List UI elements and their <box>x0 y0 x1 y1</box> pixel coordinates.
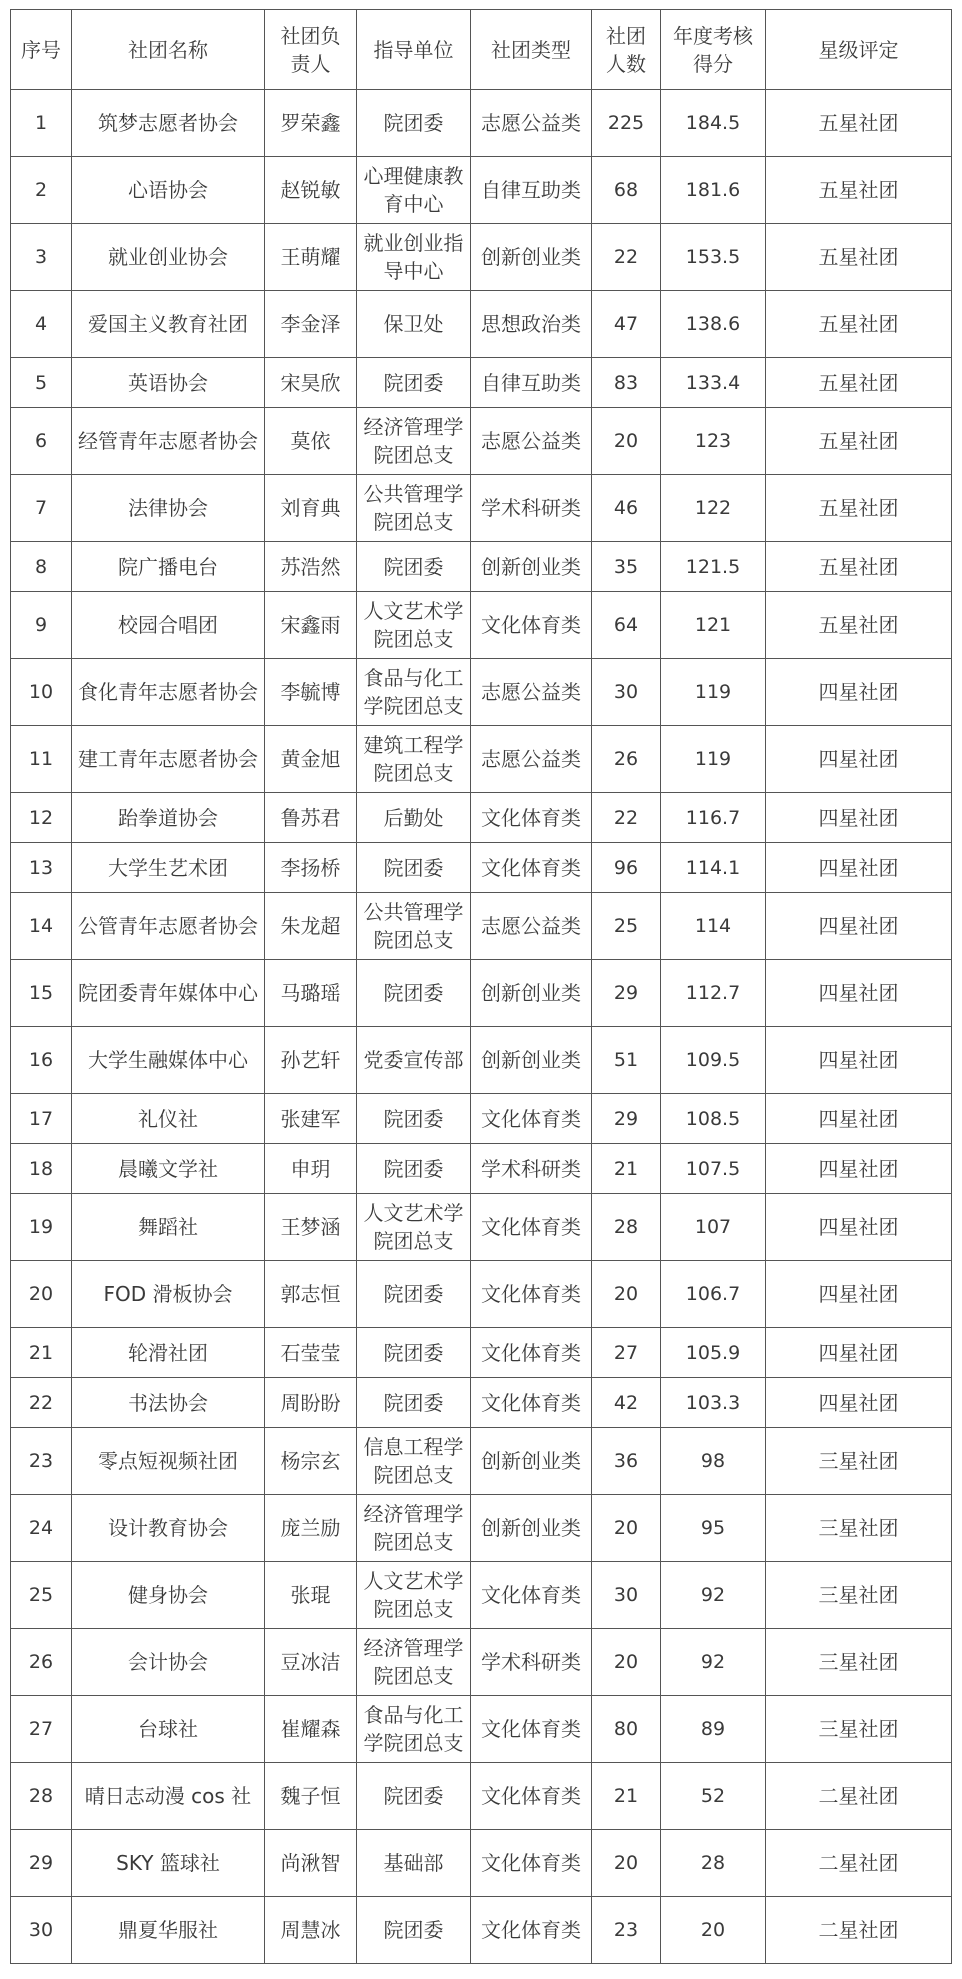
cell-score: 153.5 <box>661 224 766 291</box>
cell-type: 文化体育类 <box>471 592 592 659</box>
cell-members: 29 <box>592 1094 661 1144</box>
table-row <box>11 157 952 224</box>
cell-no: 1 <box>11 90 72 157</box>
cell-unit: 保卫处 <box>357 291 471 358</box>
cell-no: 24 <box>11 1495 72 1562</box>
cell-no: 9 <box>11 592 72 659</box>
cell-no: 19 <box>11 1194 72 1261</box>
header-name: 社团名称 <box>72 10 265 90</box>
cell-name: 校园合唱团 <box>72 592 265 659</box>
cell-name: 轮滑社团 <box>72 1328 265 1378</box>
cell-members: 27 <box>592 1328 661 1378</box>
cell-leader: 王萌耀 <box>265 224 357 291</box>
cell-score: 119 <box>661 659 766 726</box>
table-row <box>11 1830 952 1897</box>
cell-no: 6 <box>11 408 72 475</box>
cell-type: 文化体育类 <box>471 1696 592 1763</box>
cell-name: 心语协会 <box>72 157 265 224</box>
cell-members: 51 <box>592 1027 661 1094</box>
header-score: 年度考核得分 <box>661 10 766 90</box>
cell-leader: 尚湫智 <box>265 1830 357 1897</box>
table-row <box>11 291 952 358</box>
cell-no: 11 <box>11 726 72 793</box>
cell-star: 四星社团 <box>766 1194 952 1261</box>
cell-leader: 魏子恒 <box>265 1763 357 1830</box>
cell-score: 138.6 <box>661 291 766 358</box>
cell-members: 30 <box>592 659 661 726</box>
club-assessment-table <box>10 9 952 1964</box>
cell-star: 五星社团 <box>766 224 952 291</box>
cell-no: 4 <box>11 291 72 358</box>
cell-star: 五星社团 <box>766 592 952 659</box>
cell-unit: 院团委 <box>357 1261 471 1328</box>
cell-name: 舞蹈社 <box>72 1194 265 1261</box>
cell-unit: 食品与化工学院团总支 <box>357 1696 471 1763</box>
cell-score: 122 <box>661 475 766 542</box>
cell-star: 二星社团 <box>766 1830 952 1897</box>
cell-no: 26 <box>11 1629 72 1696</box>
cell-unit: 经济管理学院团总支 <box>357 408 471 475</box>
cell-name: 筑梦志愿者协会 <box>72 90 265 157</box>
cell-type: 志愿公益类 <box>471 408 592 475</box>
cell-score: 98 <box>661 1428 766 1495</box>
cell-type: 创新创业类 <box>471 542 592 592</box>
cell-unit: 后勤处 <box>357 793 471 843</box>
cell-score: 114.1 <box>661 843 766 893</box>
cell-score: 105.9 <box>661 1328 766 1378</box>
table-row <box>11 726 952 793</box>
cell-star: 三星社团 <box>766 1629 952 1696</box>
cell-score: 92 <box>661 1629 766 1696</box>
cell-no: 14 <box>11 893 72 960</box>
cell-unit: 公共管理学院团总支 <box>357 475 471 542</box>
table-row <box>11 542 952 592</box>
cell-no: 17 <box>11 1094 72 1144</box>
cell-name: 食化青年志愿者协会 <box>72 659 265 726</box>
cell-leader: 崔耀森 <box>265 1696 357 1763</box>
cell-no: 22 <box>11 1378 72 1428</box>
header-row <box>11 10 952 90</box>
cell-type: 志愿公益类 <box>471 726 592 793</box>
table-row <box>11 1696 952 1763</box>
cell-name: 零点短视频社团 <box>72 1428 265 1495</box>
cell-type: 自律互助类 <box>471 358 592 408</box>
cell-unit: 心理健康教育中心 <box>357 157 471 224</box>
cell-score: 95 <box>661 1495 766 1562</box>
cell-unit: 经济管理学院团总支 <box>357 1629 471 1696</box>
cell-score: 119 <box>661 726 766 793</box>
cell-score: 52 <box>661 1763 766 1830</box>
cell-score: 103.3 <box>661 1378 766 1428</box>
cell-star: 五星社团 <box>766 475 952 542</box>
table-row <box>11 475 952 542</box>
cell-type: 学术科研类 <box>471 1144 592 1194</box>
cell-leader: 宋鑫雨 <box>265 592 357 659</box>
cell-leader: 宋昊欣 <box>265 358 357 408</box>
cell-leader: 鲁苏君 <box>265 793 357 843</box>
cell-type: 文化体育类 <box>471 1094 592 1144</box>
cell-score: 106.7 <box>661 1261 766 1328</box>
cell-score: 133.4 <box>661 358 766 408</box>
table-row <box>11 1562 952 1629</box>
cell-type: 文化体育类 <box>471 1897 592 1964</box>
cell-members: 30 <box>592 1562 661 1629</box>
cell-members: 29 <box>592 960 661 1027</box>
cell-members: 21 <box>592 1144 661 1194</box>
table-row <box>11 960 952 1027</box>
table-row <box>11 793 952 843</box>
cell-no: 20 <box>11 1261 72 1328</box>
table-row <box>11 1144 952 1194</box>
cell-unit: 经济管理学院团总支 <box>357 1495 471 1562</box>
table-row <box>11 1328 952 1378</box>
cell-no: 25 <box>11 1562 72 1629</box>
cell-star: 四星社团 <box>766 793 952 843</box>
cell-leader: 张琨 <box>265 1562 357 1629</box>
cell-score: 121.5 <box>661 542 766 592</box>
cell-leader: 莫依 <box>265 408 357 475</box>
cell-name: 会计协会 <box>72 1629 265 1696</box>
cell-name: 设计教育协会 <box>72 1495 265 1562</box>
table-body <box>11 90 952 1964</box>
cell-name: 跆拳道协会 <box>72 793 265 843</box>
cell-no: 10 <box>11 659 72 726</box>
cell-no: 23 <box>11 1428 72 1495</box>
cell-unit: 院团委 <box>357 90 471 157</box>
cell-name: 礼仪社 <box>72 1094 265 1144</box>
cell-type: 创新创业类 <box>471 1027 592 1094</box>
cell-leader: 王梦涵 <box>265 1194 357 1261</box>
cell-star: 三星社团 <box>766 1696 952 1763</box>
cell-leader: 周盼盼 <box>265 1378 357 1428</box>
cell-name: 院广播电台 <box>72 542 265 592</box>
cell-score: 20 <box>661 1897 766 1964</box>
cell-members: 23 <box>592 1897 661 1964</box>
table-row <box>11 408 952 475</box>
cell-star: 二星社团 <box>766 1763 952 1830</box>
cell-star: 四星社团 <box>766 1027 952 1094</box>
cell-star: 五星社团 <box>766 157 952 224</box>
cell-score: 184.5 <box>661 90 766 157</box>
cell-name: 大学生融媒体中心 <box>72 1027 265 1094</box>
cell-unit: 人文艺术学院团总支 <box>357 592 471 659</box>
cell-leader: 李金泽 <box>265 291 357 358</box>
cell-star: 三星社团 <box>766 1428 952 1495</box>
cell-members: 80 <box>592 1696 661 1763</box>
cell-unit: 院团委 <box>357 358 471 408</box>
cell-members: 28 <box>592 1194 661 1261</box>
cell-type: 文化体育类 <box>471 1562 592 1629</box>
cell-unit: 院团委 <box>357 843 471 893</box>
cell-unit: 建筑工程学院团总支 <box>357 726 471 793</box>
cell-name: FOD 滑板协会 <box>72 1261 265 1328</box>
table-row <box>11 1763 952 1830</box>
cell-score: 89 <box>661 1696 766 1763</box>
cell-star: 四星社团 <box>766 893 952 960</box>
cell-star: 四星社团 <box>766 1261 952 1328</box>
cell-unit: 院团委 <box>357 1144 471 1194</box>
cell-no: 30 <box>11 1897 72 1964</box>
table-row <box>11 90 952 157</box>
cell-type: 学术科研类 <box>471 475 592 542</box>
cell-name: SKY 篮球社 <box>72 1830 265 1897</box>
cell-leader: 豆冰洁 <box>265 1629 357 1696</box>
cell-members: 20 <box>592 1830 661 1897</box>
cell-score: 123 <box>661 408 766 475</box>
cell-unit: 信息工程学院团总支 <box>357 1428 471 1495</box>
cell-score: 92 <box>661 1562 766 1629</box>
cell-star: 五星社团 <box>766 542 952 592</box>
cell-leader: 马璐瑶 <box>265 960 357 1027</box>
table-row <box>11 1378 952 1428</box>
cell-members: 21 <box>592 1763 661 1830</box>
cell-members: 25 <box>592 893 661 960</box>
cell-unit: 院团委 <box>357 1328 471 1378</box>
cell-name: 公管青年志愿者协会 <box>72 893 265 960</box>
cell-type: 文化体育类 <box>471 1261 592 1328</box>
table-row <box>11 893 952 960</box>
cell-leader: 张建军 <box>265 1094 357 1144</box>
cell-no: 5 <box>11 358 72 408</box>
cell-type: 创新创业类 <box>471 224 592 291</box>
cell-score: 107 <box>661 1194 766 1261</box>
table-row <box>11 1194 952 1261</box>
cell-score: 114 <box>661 893 766 960</box>
cell-members: 20 <box>592 1495 661 1562</box>
cell-unit: 人文艺术学院团总支 <box>357 1194 471 1261</box>
cell-name: 书法协会 <box>72 1378 265 1428</box>
table-row <box>11 1027 952 1094</box>
cell-type: 文化体育类 <box>471 793 592 843</box>
cell-type: 文化体育类 <box>471 1763 592 1830</box>
cell-type: 创新创业类 <box>471 960 592 1027</box>
table-row <box>11 1495 952 1562</box>
cell-type: 志愿公益类 <box>471 90 592 157</box>
cell-score: 181.6 <box>661 157 766 224</box>
cell-members: 22 <box>592 793 661 843</box>
header-unit: 指导单位 <box>357 10 471 90</box>
header-leader: 社团负责人 <box>265 10 357 90</box>
cell-leader: 刘育典 <box>265 475 357 542</box>
cell-unit: 院团委 <box>357 1763 471 1830</box>
cell-members: 83 <box>592 358 661 408</box>
cell-members: 36 <box>592 1428 661 1495</box>
cell-score: 28 <box>661 1830 766 1897</box>
cell-star: 四星社团 <box>766 1328 952 1378</box>
cell-name: 法律协会 <box>72 475 265 542</box>
cell-leader: 石莹莹 <box>265 1328 357 1378</box>
cell-no: 7 <box>11 475 72 542</box>
cell-name: 健身协会 <box>72 1562 265 1629</box>
cell-members: 35 <box>592 542 661 592</box>
cell-star: 四星社团 <box>766 1144 952 1194</box>
cell-name: 英语协会 <box>72 358 265 408</box>
table-row <box>11 1629 952 1696</box>
cell-score: 109.5 <box>661 1027 766 1094</box>
cell-score: 121 <box>661 592 766 659</box>
cell-type: 创新创业类 <box>471 1495 592 1562</box>
cell-star: 五星社团 <box>766 90 952 157</box>
cell-unit: 就业创业指导中心 <box>357 224 471 291</box>
table-row <box>11 1261 952 1328</box>
cell-type: 文化体育类 <box>471 1194 592 1261</box>
table-row <box>11 224 952 291</box>
cell-type: 自律互助类 <box>471 157 592 224</box>
cell-members: 46 <box>592 475 661 542</box>
cell-star: 三星社团 <box>766 1562 952 1629</box>
cell-members: 96 <box>592 843 661 893</box>
cell-no: 28 <box>11 1763 72 1830</box>
cell-star: 五星社团 <box>766 291 952 358</box>
cell-members: 42 <box>592 1378 661 1428</box>
cell-leader: 黄金旭 <box>265 726 357 793</box>
cell-no: 2 <box>11 157 72 224</box>
header-members: 社团人数 <box>592 10 661 90</box>
club-table-wrapper <box>10 9 951 1964</box>
cell-members: 225 <box>592 90 661 157</box>
cell-leader: 庞兰励 <box>265 1495 357 1562</box>
cell-name: 经管青年志愿者协会 <box>72 408 265 475</box>
cell-leader: 赵锐敏 <box>265 157 357 224</box>
header-type: 社团类型 <box>471 10 592 90</box>
cell-members: 20 <box>592 1261 661 1328</box>
cell-members: 20 <box>592 408 661 475</box>
cell-name: 建工青年志愿者协会 <box>72 726 265 793</box>
cell-unit: 党委宣传部 <box>357 1027 471 1094</box>
table-row <box>11 592 952 659</box>
cell-members: 47 <box>592 291 661 358</box>
cell-type: 学术科研类 <box>471 1629 592 1696</box>
cell-no: 18 <box>11 1144 72 1194</box>
cell-leader: 苏浩然 <box>265 542 357 592</box>
cell-type: 文化体育类 <box>471 1378 592 1428</box>
cell-unit: 院团委 <box>357 1897 471 1964</box>
cell-type: 志愿公益类 <box>471 659 592 726</box>
cell-leader: 李毓博 <box>265 659 357 726</box>
cell-unit: 院团委 <box>357 1378 471 1428</box>
cell-no: 3 <box>11 224 72 291</box>
cell-unit: 院团委 <box>357 960 471 1027</box>
cell-leader: 李扬桥 <box>265 843 357 893</box>
cell-unit: 院团委 <box>357 542 471 592</box>
cell-name: 晨曦文学社 <box>72 1144 265 1194</box>
cell-no: 12 <box>11 793 72 843</box>
cell-members: 22 <box>592 224 661 291</box>
cell-no: 29 <box>11 1830 72 1897</box>
cell-star: 四星社团 <box>766 960 952 1027</box>
cell-type: 文化体育类 <box>471 1328 592 1378</box>
cell-unit: 公共管理学院团总支 <box>357 893 471 960</box>
cell-unit: 院团委 <box>357 1094 471 1144</box>
cell-star: 五星社团 <box>766 408 952 475</box>
cell-type: 志愿公益类 <box>471 893 592 960</box>
cell-leader: 郭志恒 <box>265 1261 357 1328</box>
header-no: 序号 <box>11 10 72 90</box>
cell-members: 68 <box>592 157 661 224</box>
cell-star: 四星社团 <box>766 843 952 893</box>
table-row <box>11 843 952 893</box>
cell-star: 五星社团 <box>766 358 952 408</box>
cell-name: 院团委青年媒体中心 <box>72 960 265 1027</box>
table-row <box>11 1094 952 1144</box>
cell-no: 15 <box>11 960 72 1027</box>
cell-star: 二星社团 <box>766 1897 952 1964</box>
cell-leader: 周慧冰 <box>265 1897 357 1964</box>
cell-star: 四星社团 <box>766 1094 952 1144</box>
table-row <box>11 1897 952 1964</box>
cell-name: 爱国主义教育社团 <box>72 291 265 358</box>
cell-star: 四星社团 <box>766 1378 952 1428</box>
cell-leader: 杨宗玄 <box>265 1428 357 1495</box>
cell-leader: 孙艺轩 <box>265 1027 357 1094</box>
table-row <box>11 659 952 726</box>
cell-leader: 朱龙超 <box>265 893 357 960</box>
cell-name: 晴日志动漫 cos 社 <box>72 1763 265 1830</box>
cell-score: 116.7 <box>661 793 766 843</box>
cell-score: 112.7 <box>661 960 766 1027</box>
cell-name: 大学生艺术团 <box>72 843 265 893</box>
cell-unit: 基础部 <box>357 1830 471 1897</box>
cell-leader: 罗荣鑫 <box>265 90 357 157</box>
table-row <box>11 358 952 408</box>
cell-no: 16 <box>11 1027 72 1094</box>
cell-score: 108.5 <box>661 1094 766 1144</box>
cell-unit: 人文艺术学院团总支 <box>357 1562 471 1629</box>
cell-leader: 申玥 <box>265 1144 357 1194</box>
cell-score: 107.5 <box>661 1144 766 1194</box>
cell-members: 64 <box>592 592 661 659</box>
cell-no: 8 <box>11 542 72 592</box>
cell-name: 台球社 <box>72 1696 265 1763</box>
cell-type: 文化体育类 <box>471 1830 592 1897</box>
cell-name: 鼎夏华服社 <box>72 1897 265 1964</box>
cell-no: 13 <box>11 843 72 893</box>
header-star: 星级评定 <box>766 10 952 90</box>
cell-star: 四星社团 <box>766 726 952 793</box>
cell-name: 就业创业协会 <box>72 224 265 291</box>
cell-members: 20 <box>592 1629 661 1696</box>
cell-unit: 食品与化工学院团总支 <box>357 659 471 726</box>
cell-type: 思想政治类 <box>471 291 592 358</box>
cell-star: 四星社团 <box>766 659 952 726</box>
cell-type: 创新创业类 <box>471 1428 592 1495</box>
cell-no: 27 <box>11 1696 72 1763</box>
cell-star: 三星社团 <box>766 1495 952 1562</box>
cell-no: 21 <box>11 1328 72 1378</box>
table-row <box>11 1428 952 1495</box>
cell-members: 26 <box>592 726 661 793</box>
cell-type: 文化体育类 <box>471 843 592 893</box>
